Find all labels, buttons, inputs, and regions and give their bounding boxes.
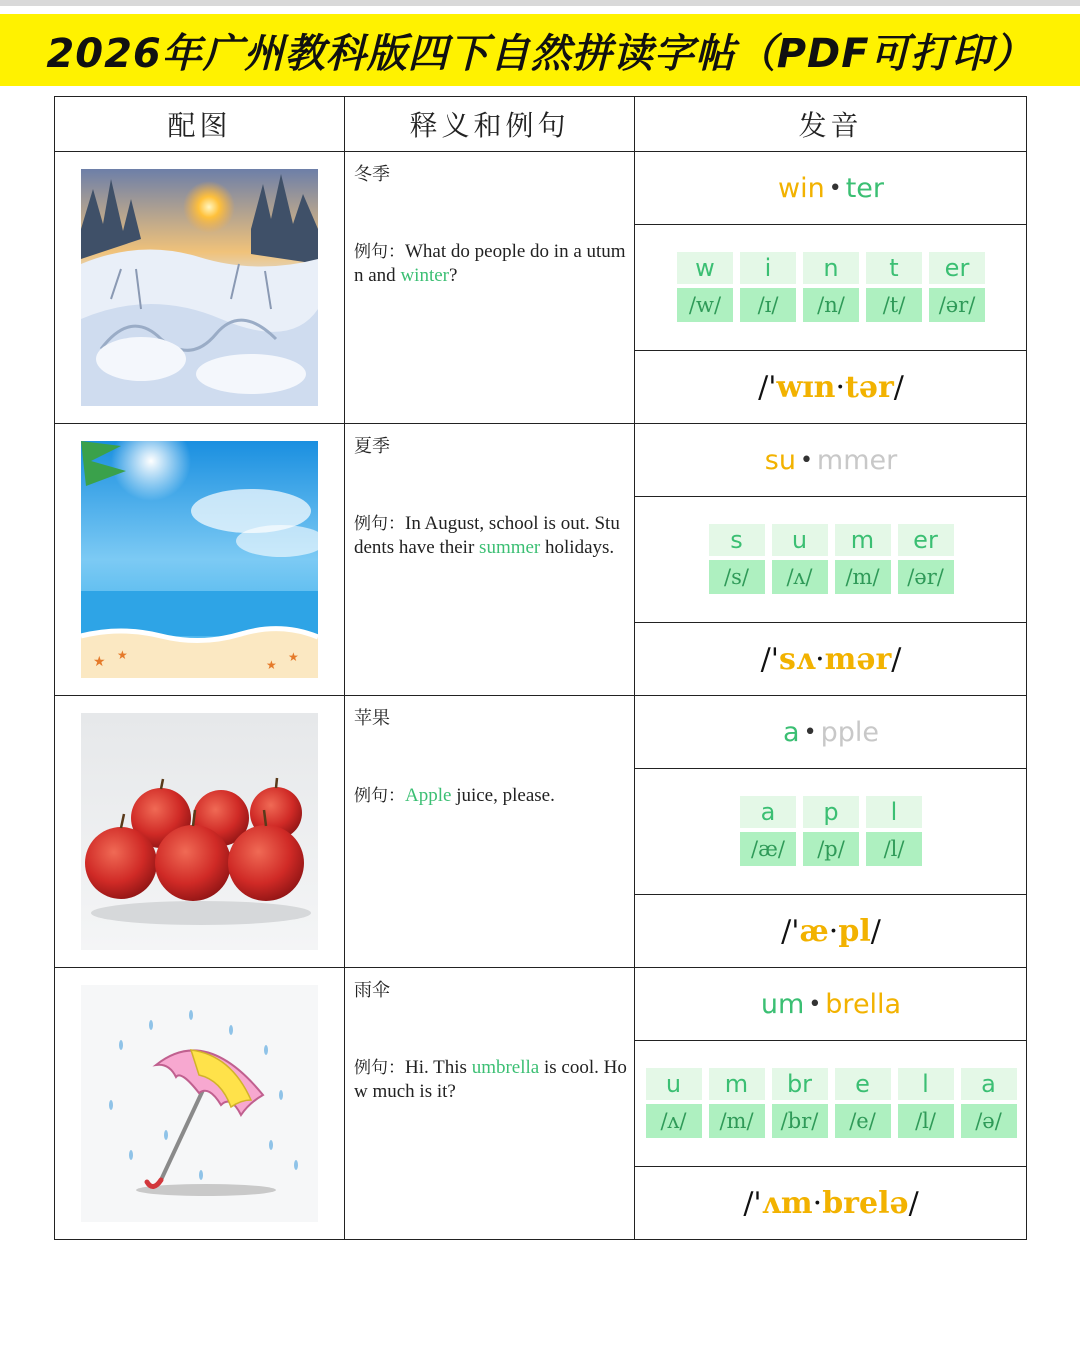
- syllable-1: win: [778, 172, 825, 204]
- tile-sound: /ʌ/: [772, 560, 828, 594]
- syllable-split: [635, 152, 1027, 225]
- tile-sound: /ə/: [961, 1104, 1017, 1138]
- phonics-tiles: [635, 1040, 1027, 1167]
- ipa-transcription: [635, 623, 1027, 695]
- table-row: [55, 696, 1027, 968]
- phonics-table: [54, 96, 1027, 1240]
- ipa-dot: ·: [835, 369, 846, 405]
- tile-letter: m: [835, 524, 891, 556]
- example-text: In August, school is out. Students have their: [354, 513, 620, 558]
- tile-sound: /ʌ/: [646, 1104, 702, 1138]
- table-row: [55, 152, 1027, 424]
- top-divider: [0, 0, 1080, 6]
- tile-sound: /m/: [835, 560, 891, 594]
- tile-sound: /ər/: [929, 288, 985, 322]
- table-header-row: [55, 97, 1027, 152]
- ipa-syllable-2: pl: [838, 913, 871, 949]
- phonics-tile: [835, 1068, 891, 1138]
- syllable-2: mmer: [816, 444, 898, 476]
- meaning-cn: 苹果: [354, 708, 390, 729]
- tile-letter: t: [866, 252, 922, 284]
- example-sentence: [354, 1056, 628, 1104]
- phonics-tile: [961, 1068, 1017, 1138]
- phonics-tile: [772, 524, 828, 594]
- tile-letter: u: [646, 1068, 702, 1100]
- phonics-tile: [646, 1068, 702, 1138]
- example-sentence: [354, 240, 628, 288]
- example-highlight: umbrella: [471, 1057, 540, 1078]
- tile-letter: p: [803, 796, 859, 828]
- tile-letter: br: [772, 1068, 828, 1100]
- example-text: What do people do in a utumn and: [354, 241, 626, 286]
- ipa-slash: /: [891, 641, 902, 677]
- example-text: holidays.: [540, 537, 615, 558]
- phonics-tile: [898, 1068, 954, 1138]
- syllable-2: brella: [825, 988, 902, 1020]
- tile-sound: /ər/: [898, 560, 954, 594]
- phonics-tile: [803, 796, 859, 866]
- example-label: 例句：: [354, 786, 405, 806]
- phonics-tile: [835, 524, 891, 594]
- example-label: 例句：: [354, 242, 405, 262]
- tile-letter: u: [772, 524, 828, 556]
- phonics-tile: [740, 252, 796, 322]
- tile-sound: /e/: [835, 1104, 891, 1138]
- phonics-tiles: [635, 224, 1027, 351]
- svg-text:★: ★: [117, 648, 128, 662]
- phonics-tile: [866, 252, 922, 322]
- ipa-syllable-2: mər: [824, 641, 892, 677]
- meaning-cn: 冬季: [354, 164, 390, 185]
- syllable-1: a: [783, 716, 800, 748]
- example-sentence: [354, 784, 628, 808]
- syllable-2: ter: [845, 172, 884, 204]
- title-banner: [0, 14, 1080, 86]
- syllable-1: um: [760, 988, 805, 1020]
- ipa-syllable-2: brelə: [822, 1185, 909, 1221]
- tile-sound: /m/: [709, 1104, 765, 1138]
- meaning-cn: 雨伞: [354, 980, 390, 1001]
- ipa-syllable-1: wɪn: [776, 369, 836, 405]
- table-row: [55, 424, 1027, 696]
- syllable-dot: •: [799, 447, 813, 473]
- ipa-slash: /': [781, 913, 800, 949]
- ipa-syllable-1: sʌ: [778, 641, 816, 677]
- example-text: is cool. How much is it?: [354, 1057, 627, 1102]
- page-title: 2026年广州教科版四下自然拼读字帖（PDF可打印）: [46, 30, 1034, 77]
- tile-letter: er: [929, 252, 985, 284]
- example-sentence: [354, 512, 628, 560]
- ipa-dot: ·: [815, 641, 825, 677]
- phonics-tile: [898, 524, 954, 594]
- header-pronunciation: 发音: [635, 97, 1027, 152]
- phonics-tiles: [635, 768, 1027, 895]
- ipa-dot: ·: [828, 913, 839, 949]
- ipa-transcription: [635, 351, 1027, 423]
- phonics-tile: [772, 1068, 828, 1138]
- phonics-tile: [709, 524, 765, 594]
- syllable-2: pple: [820, 716, 879, 748]
- ipa-transcription: [635, 895, 1027, 967]
- tile-letter: er: [898, 524, 954, 556]
- tile-letter: a: [961, 1068, 1017, 1100]
- syllable-split: [635, 968, 1027, 1041]
- tile-sound: /l/: [866, 832, 922, 866]
- svg-text:★: ★: [288, 650, 299, 664]
- phonics-tile: [709, 1068, 765, 1138]
- phonics-tile: [740, 796, 796, 866]
- header-meaning: 释义和例句: [345, 97, 635, 152]
- ipa-transcription: [635, 1167, 1027, 1239]
- ipa-dot: ·: [812, 1185, 823, 1221]
- tile-letter: n: [803, 252, 859, 284]
- syllable-dot: •: [828, 175, 842, 201]
- tile-letter: l: [866, 796, 922, 828]
- tile-letter: s: [709, 524, 765, 556]
- example-highlight: Apple: [405, 785, 452, 806]
- syllable-dot: •: [803, 719, 817, 745]
- ipa-slash: /': [758, 369, 777, 405]
- apple-image: [81, 713, 318, 950]
- example-text: juice, please.: [451, 785, 555, 806]
- winter-image: [81, 169, 318, 406]
- tile-sound: /n/: [803, 288, 859, 322]
- tile-sound: /ɪ/: [740, 288, 796, 322]
- tile-sound: /s/: [709, 560, 765, 594]
- ipa-slash: /: [870, 913, 881, 949]
- svg-text:★: ★: [266, 658, 277, 672]
- tile-sound: /t/: [866, 288, 922, 322]
- tile-letter: i: [740, 252, 796, 284]
- example-highlight: winter: [400, 265, 449, 286]
- meaning-cn: 夏季: [354, 436, 390, 457]
- ipa-slash: /': [743, 1185, 762, 1221]
- phonics-tiles: [635, 496, 1027, 623]
- tile-letter: l: [898, 1068, 954, 1100]
- example-text: ?: [448, 265, 458, 286]
- tile-letter: w: [677, 252, 733, 284]
- phonics-tile: [929, 252, 985, 322]
- example-text: Hi. This: [405, 1057, 472, 1078]
- summer-image: [81, 441, 318, 678]
- syllable-1: su: [764, 444, 796, 476]
- example-label: 例句：: [354, 1058, 405, 1078]
- ipa-syllable-1: ʌm: [761, 1185, 813, 1221]
- ipa-syllable-1: æ: [799, 913, 829, 949]
- phonics-tile: [866, 796, 922, 866]
- example-label: 例句：: [354, 514, 405, 534]
- syllable-dot: •: [808, 991, 822, 1017]
- ipa-slash: /: [908, 1185, 919, 1221]
- syllable-split: [635, 424, 1027, 497]
- tile-sound: /br/: [772, 1104, 828, 1138]
- tile-letter: e: [835, 1068, 891, 1100]
- ipa-slash: /: [893, 369, 904, 405]
- ipa-slash: /': [760, 641, 779, 677]
- tile-sound: /æ/: [740, 832, 796, 866]
- syllable-split: [635, 696, 1027, 769]
- ipa-syllable-2: tər: [845, 369, 894, 405]
- header-image: 配图: [55, 97, 345, 152]
- phonics-tile: [677, 252, 733, 322]
- tile-sound: /p/: [803, 832, 859, 866]
- tile-sound: /l/: [898, 1104, 954, 1138]
- phonics-tile: [803, 252, 859, 322]
- svg-text:★: ★: [93, 654, 106, 670]
- table-row: [55, 968, 1027, 1240]
- example-highlight: summer: [479, 537, 541, 558]
- umbrella-image: [81, 985, 318, 1222]
- tile-sound: /w/: [677, 288, 733, 322]
- tile-letter: a: [740, 796, 796, 828]
- tile-letter: m: [709, 1068, 765, 1100]
